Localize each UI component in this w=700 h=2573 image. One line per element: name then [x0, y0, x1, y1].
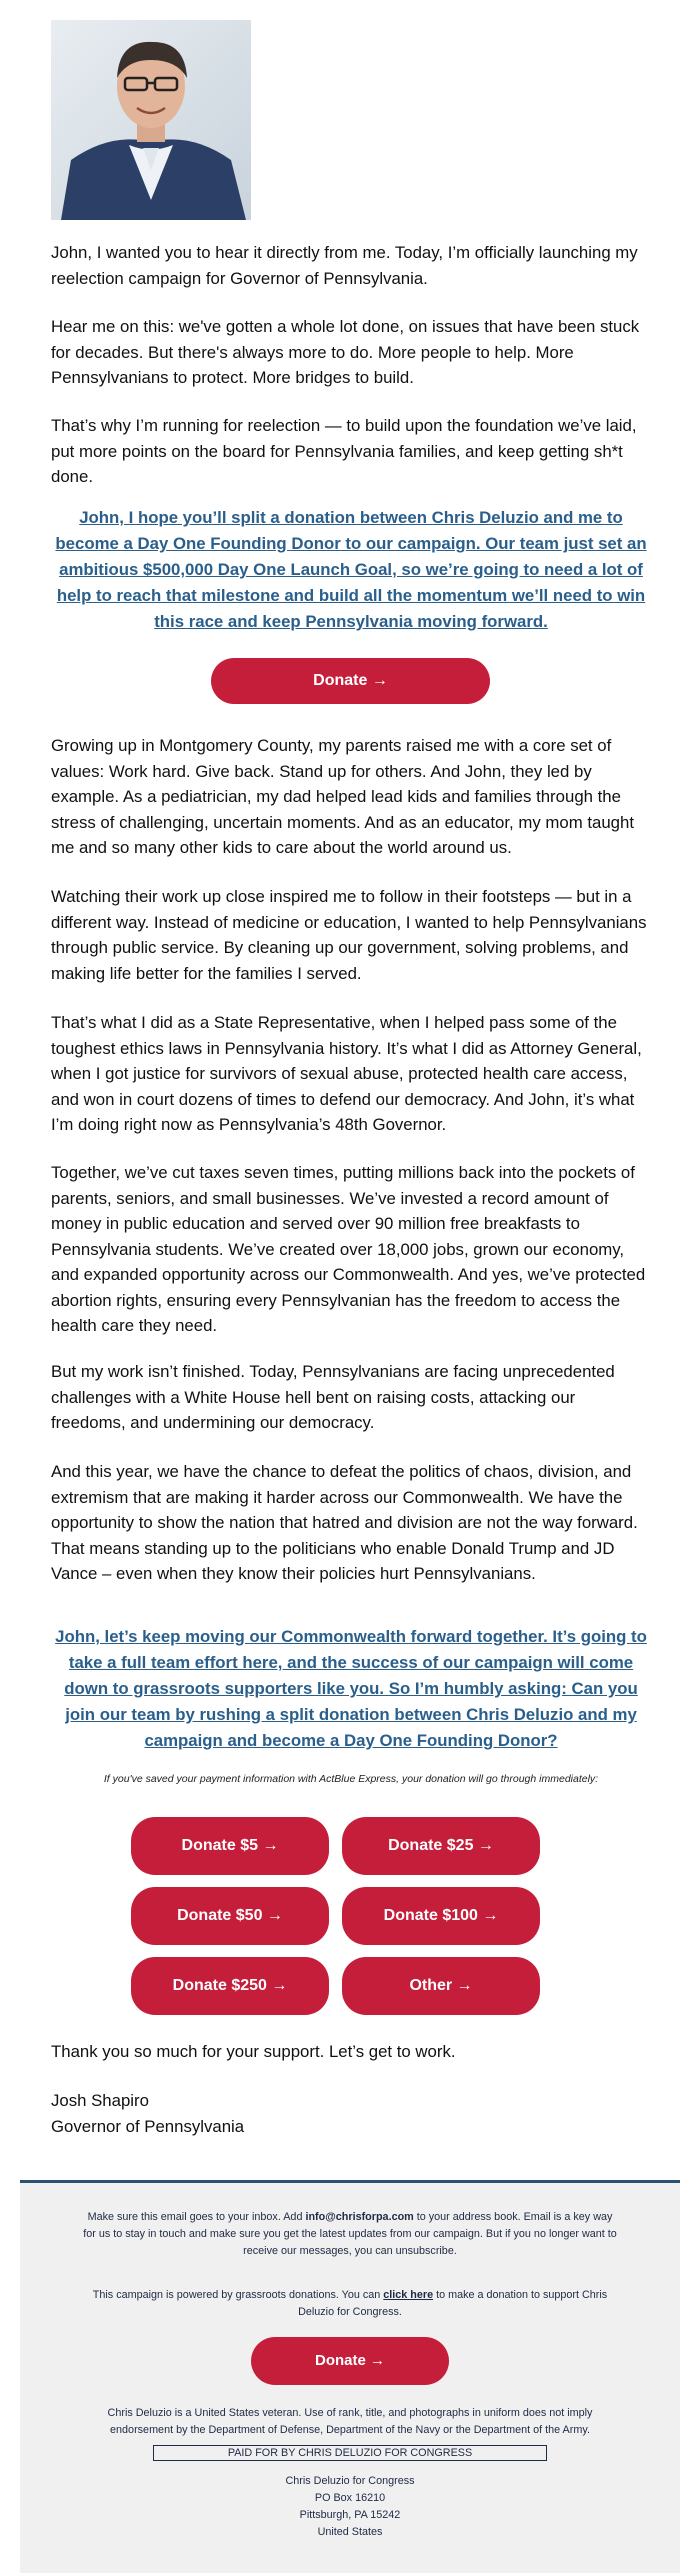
donation-ask-link[interactable]: John, I hope you’ll split a donation between Chris Deluzio and me to become a Day One Founding Donor to our campaign. Our team just set an ambitious $500,000 Day One Launch Goal, so we’re going to need a lot of help to reach that milestone and build all the momentum we’ll need to win this race and keep Pennsylvania moving forward. [55, 508, 647, 631]
paragraph-5 [51, 884, 651, 986]
paragraph-9 [51, 1459, 651, 1587]
paragraph-1 [51, 240, 651, 291]
address-line: United States [317, 2526, 383, 2538]
body-paragraph: Together, we’ve cut taxes seven times, putting millions back into the pockets of parents, seniors, and small businesses. We’ve invested a record amount of money in public education and served over 90 million free breakfasts to Pennsylvania students. We’ve created over 18,000 jobs, grown our economy, and expanded opportunity across our Commonwealth. And yes, we’ve protected abortion rights, ensuring every Pennsylvanian has the freedom to access the health care they need. [51, 1163, 646, 1335]
body-paragraph: Hear me on this: we've gotten a whole lot done, on issues that have been stuck for decades. But there's always more to do. More people to help. More Pennsylvanians to protect. More bridges to build. [51, 317, 640, 387]
paid-for-text: PAID FOR BY CHRIS DELUZIO FOR CONGRESS [153, 2445, 547, 2461]
candidate-photo [51, 20, 251, 220]
body-paragraph: John, I wanted you to hear it directly from me. Today, I’m officially launching my reelection campaign for Governor of Pennsylvania. [51, 243, 638, 288]
powered-text-post: to make a donation to support Chris Deluzio for Congress. [298, 2289, 608, 2318]
paragraph-3 [51, 413, 651, 490]
closing-line: Thank you so much for your support. Let’s get to work. [51, 2042, 456, 2061]
contact-email-link[interactable]: info@chrisforpa.com [305, 2211, 414, 2223]
donate-button[interactable]: Donate → [211, 658, 490, 704]
signature [51, 2088, 651, 2139]
ask-link-2[interactable] [51, 1624, 651, 1754]
actblue-note: If you've saved your payment information with ActBlue Express, your donation will go through immediately: [103, 1773, 599, 1785]
email-footer [20, 2180, 680, 2573]
footer-address [20, 2473, 680, 2541]
donate-other-button[interactable]: Other → [342, 1957, 540, 2015]
paid-for-box [20, 2443, 680, 2461]
ask-link-1[interactable] [51, 505, 651, 635]
body-paragraph: Growing up in Montgomery County, my parents raised me with a core set of values: Work hard. Give back. Stand up for others. And John, they led by example. As a pediatrician, my dad helped lead kids and families through the stress of challenging, uncertain moments. And as an educator, my mom taught me and so many other kids to care about the world around us. [51, 736, 634, 857]
footer-donate-button[interactable]: Donate → [251, 2337, 449, 2385]
donation-ask-link[interactable]: John, let’s keep moving our Commonwealth forward together. It’s going to take a full team effort here, and the success of our campaign will come down to grassroots supporters like you. So I’m humbly asking: Can you join our team by rushing a split donation between Chris Deluzio and my campaign and become a Day One Founding Donor? [55, 1627, 647, 1750]
address-line: Pittsburgh, PA 15242 [299, 2509, 401, 2521]
paragraph-8 [51, 1359, 651, 1436]
donate-100-button[interactable]: Donate $100 → [342, 1887, 540, 1945]
body-paragraph: That’s why I’m running for reelection — to build upon the foundation we’ve laid, put more points on the board for Pennsylvania families, and keep getting sh*t done. [51, 416, 637, 486]
footer-veteran-note [90, 2405, 610, 2439]
paragraph-6 [51, 1010, 651, 1138]
paragraph-7 [51, 1160, 651, 1339]
paragraph-2 [51, 314, 651, 391]
veteran-text: Chris Deluzio is a United States veteran. Use of rank, title, and photographs in uniform does not imply endorsement by the Department of Defense, Department of the Navy or the Department of the Army. [107, 2407, 593, 2436]
inbox-text-pre: Make sure this email goes to your inbox. Add [87, 2211, 306, 2223]
donate-50-button[interactable]: Donate $50 → [131, 1887, 329, 1945]
powered-text-pre: This campaign is powered by grassroots donations. You can [92, 2289, 384, 2301]
address-line: PO Box 16210 [314, 2492, 386, 2504]
paragraph-4 [51, 733, 651, 861]
signature-title: Governor of Pennsylvania [51, 2116, 245, 2136]
donate-250-button[interactable]: Donate $250 → [131, 1957, 329, 2015]
body-paragraph: And this year, we have the chance to defeat the politics of chaos, division, and extremism that are making it harder across our Commonwealth. We have the opportunity to show the nation that hatred and division are not the way forward. That means standing up to the politicians who enable Donald Trump and JD Vance – even when they know their policies hurt Pennsylvanians. [51, 1462, 638, 1583]
donate-5-button[interactable]: Donate $5 → [131, 1817, 329, 1875]
inbox-text-post: to your address book. Email is a key way for us to stay in touch and make sure you get the latest updates from our campaign. But if you no longer want to receive our messages, you can unsubscribe. [83, 2211, 617, 2257]
signature-name: Josh Shapiro [51, 2091, 149, 2110]
footer-powered-note [80, 2287, 620, 2321]
body-paragraph: But my work isn’t finished. Today, Pennsylvanians are facing unprecedented challenges with a White House hell bent on raising costs, attacking our freedoms, and undermining our democracy. [51, 1362, 615, 1432]
click-here-link[interactable]: click here [383, 2289, 434, 2301]
body-paragraph: That’s what I did as a State Representative, when I helped pass some of the toughest ethics laws in Pennsylvania history. It’s what I did as Attorney General, when I got justice for survivors of sexual abuse, protected health care access, and won in court dozens of times to defend our democracy. And John, it’s what I’m doing right now as Pennsylvania’s 48th Governor. [51, 1013, 642, 1134]
footer-inbox-note [80, 2209, 620, 2260]
closing [51, 2039, 651, 2065]
address-line: Chris Deluzio for Congress [285, 2475, 415, 2487]
body-paragraph: Watching their work up close inspired me to follow in their footsteps — but in a different way. Instead of medicine or education, I wanted to help Pennsylvanians through public service. By cleaning up our government, solving problems, and making life better for the families I served. [51, 887, 647, 983]
donate-25-button[interactable]: Donate $25 → [342, 1817, 540, 1875]
